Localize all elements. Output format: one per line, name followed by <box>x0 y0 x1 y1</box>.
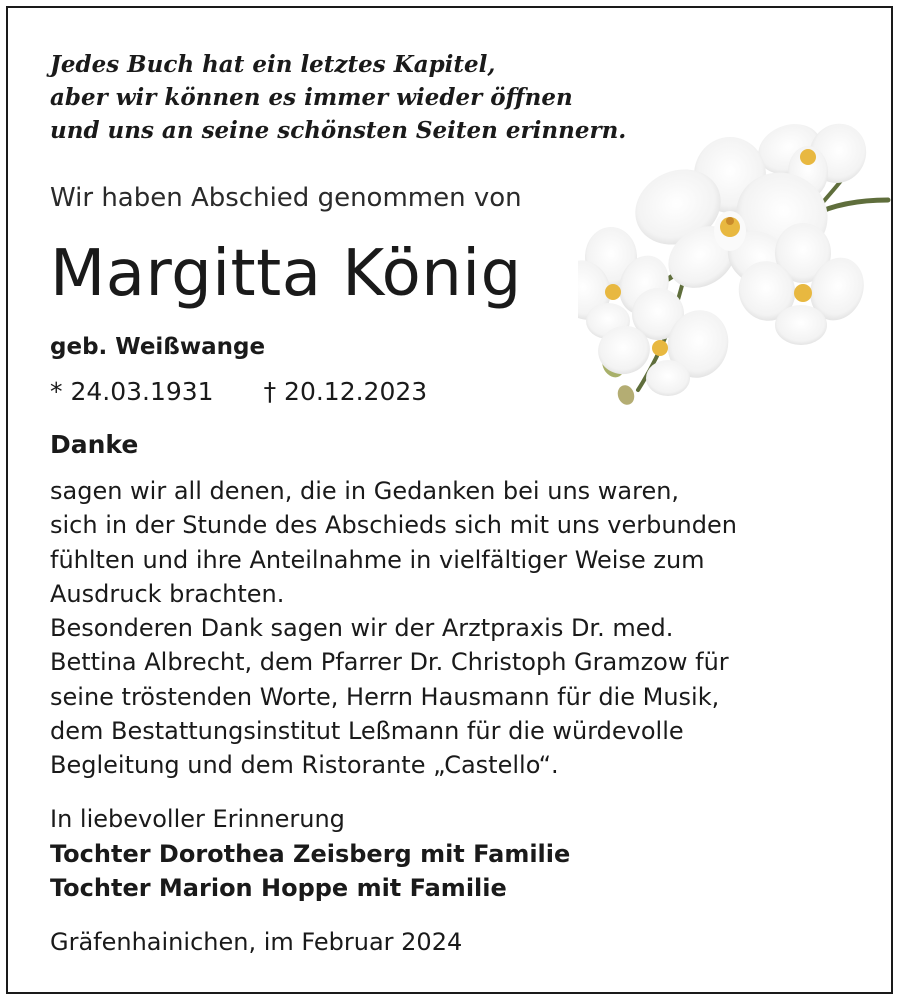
farewell-intro: Wir haben Abschied genommen von <box>50 183 522 213</box>
body-line: Bettina Albrecht, dem Pfarrer Dr. Christoph Gramzow für <box>50 648 729 677</box>
closing-block <box>50 802 570 906</box>
quote-line: aber wir können es immer wieder öffnen <box>50 84 573 111</box>
body-line: Begleitung und dem Ristorante „Castello“. <box>50 751 559 780</box>
birth-name: geb. Weißwange <box>50 334 266 360</box>
place-date: Gräfenhainichen, im Februar 2024 <box>50 928 463 956</box>
body-line: dem Bestattungsinstitut Leßmann für die würdevolle <box>50 717 684 746</box>
body-line: seine tröstenden Worte, Herrn Hausmann für die Musik, <box>50 682 720 711</box>
thanks-body <box>50 474 870 783</box>
epigraph-quote <box>50 48 626 147</box>
family-signature: Tochter Marion Hoppe mit Familie <box>50 874 507 902</box>
birth-date: * 24.03.1931 <box>50 377 214 406</box>
body-line: Ausdruck brachten. <box>50 579 285 608</box>
family-signature: Tochter Dorothea Zeisberg mit Familie <box>50 839 571 868</box>
orchid-icon <box>578 105 893 410</box>
body-line: sich in der Stunde des Abschieds sich mit uns verbunden <box>50 511 737 540</box>
death-date: † 20.12.2023 <box>263 377 428 406</box>
life-dates <box>50 374 427 410</box>
body-line: sagen wir all denen, die in Gedanken bei uns waren, <box>50 477 680 505</box>
remembrance-line: In liebevoller Erinnerung <box>50 805 345 833</box>
body-line: Besonderen Dank sagen wir der Arztpraxis Dr. med. <box>50 614 674 643</box>
deceased-name: Margitta König <box>50 237 522 311</box>
thanks-heading: Danke <box>50 430 139 459</box>
body-line: fühlten und ihre Anteilnahme in vielfältiger Weise zum <box>50 545 705 574</box>
quote-line: und uns an seine schönsten Seiten erinnern. <box>50 117 627 144</box>
quote-line: Jedes Buch hat ein letztes Kapitel, <box>50 51 496 78</box>
